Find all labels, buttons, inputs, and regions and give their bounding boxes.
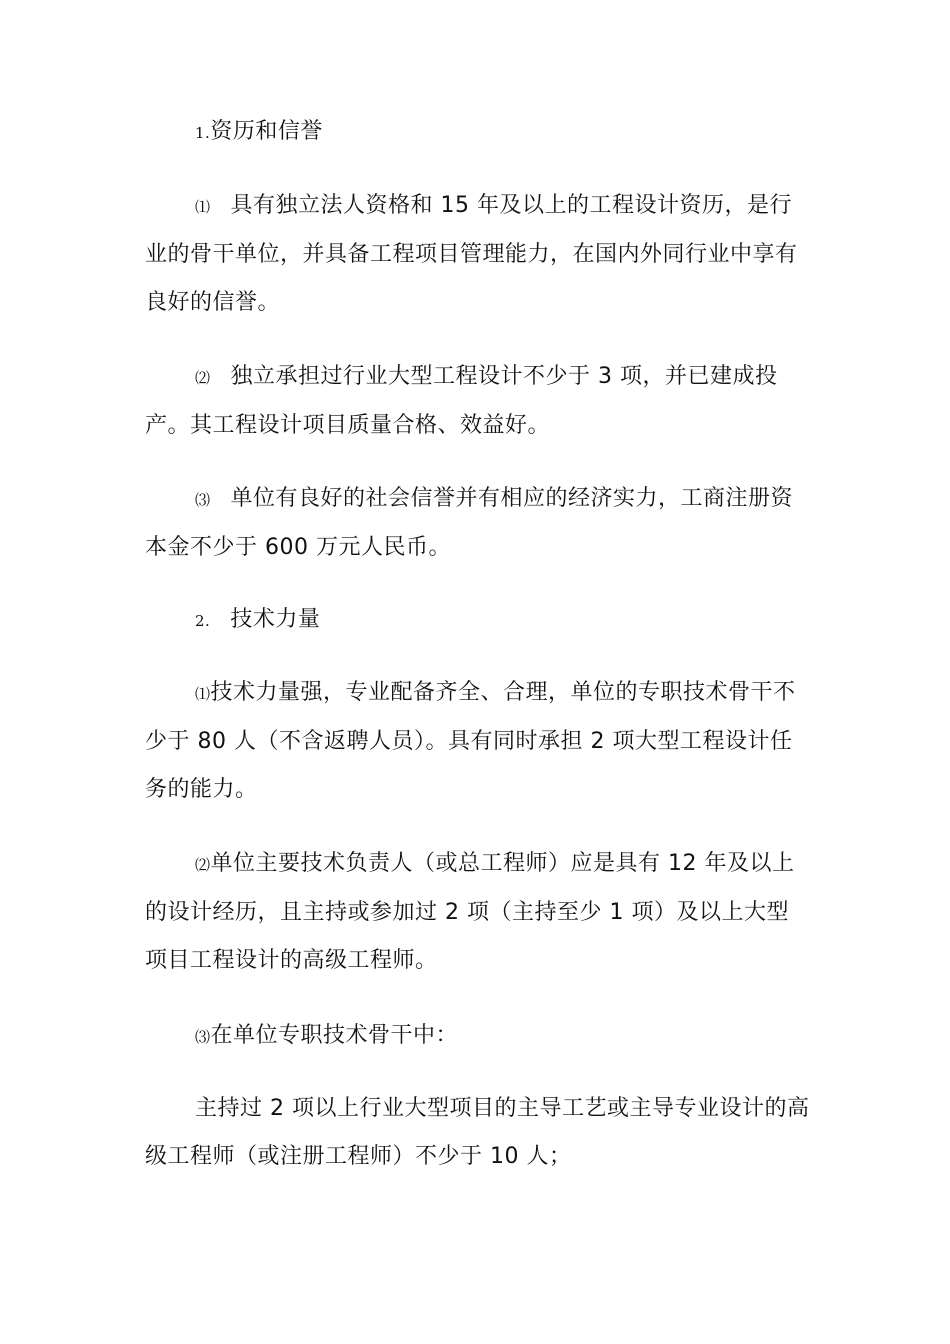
item-text: 独立承担过行业大型工程设计不少于 3 项，并已建成投产。其工程设计项目质量合格、效益好。: [145, 364, 778, 438]
item-marker: ⑴: [195, 685, 211, 703]
section-1-title: 资历和信誉: [210, 119, 323, 144]
section-1-heading: [145, 108, 810, 157]
section-2-item-2: [145, 840, 810, 985]
item-marker: ⑶: [195, 491, 211, 509]
item-text: 单位有良好的社会信誉并有相应的经济实力，工商注册资本金不少于 600 万元人民币。: [145, 486, 794, 560]
section-1-item-3: [145, 475, 810, 572]
section-2-continuation: 主持过 2 项以上行业大型项目的主导工艺或主导专业设计的高级工程师（或注册工程师）不少于 10 人；: [145, 1096, 810, 1169]
section-1-item-1: [145, 182, 810, 327]
item-text: 在单位专职技术骨干中：: [210, 1023, 459, 1048]
item-text: 技术力量强，专业配备齐全、合理，单位的专职技术骨干不少于 80 人（不含返聘人员）。具有同时承担 2 项大型工程设计任务的能力。: [145, 680, 796, 802]
item-text: 单位主要技术负责人（或总工程师）应是具有 12 年及以上的设计经历，且主持或参加过 2 项（主持至少 1 项）及以上大型项目工程设计的高级工程师。: [145, 851, 795, 973]
section-2-item-3: [145, 1012, 810, 1061]
section-2-number: 2.: [195, 612, 211, 630]
section-2-heading: [145, 596, 810, 645]
section-2-title: 技术力量: [230, 607, 321, 632]
item-marker: ⑶: [195, 1028, 211, 1046]
item-marker: ⑴: [195, 198, 211, 216]
item-marker: ⑵: [195, 369, 211, 387]
section-1-number: 1.: [195, 124, 211, 142]
item-marker: ⑵: [195, 856, 211, 874]
section-2-item-1: [145, 669, 810, 814]
section-1-item-2: [145, 353, 810, 450]
item-text: 具有独立法人资格和 15 年及以上的工程设计资历，是行业的骨干单位，并具备工程项目管理能力，在国内外同行业中享有良好的信誉。: [145, 193, 798, 315]
